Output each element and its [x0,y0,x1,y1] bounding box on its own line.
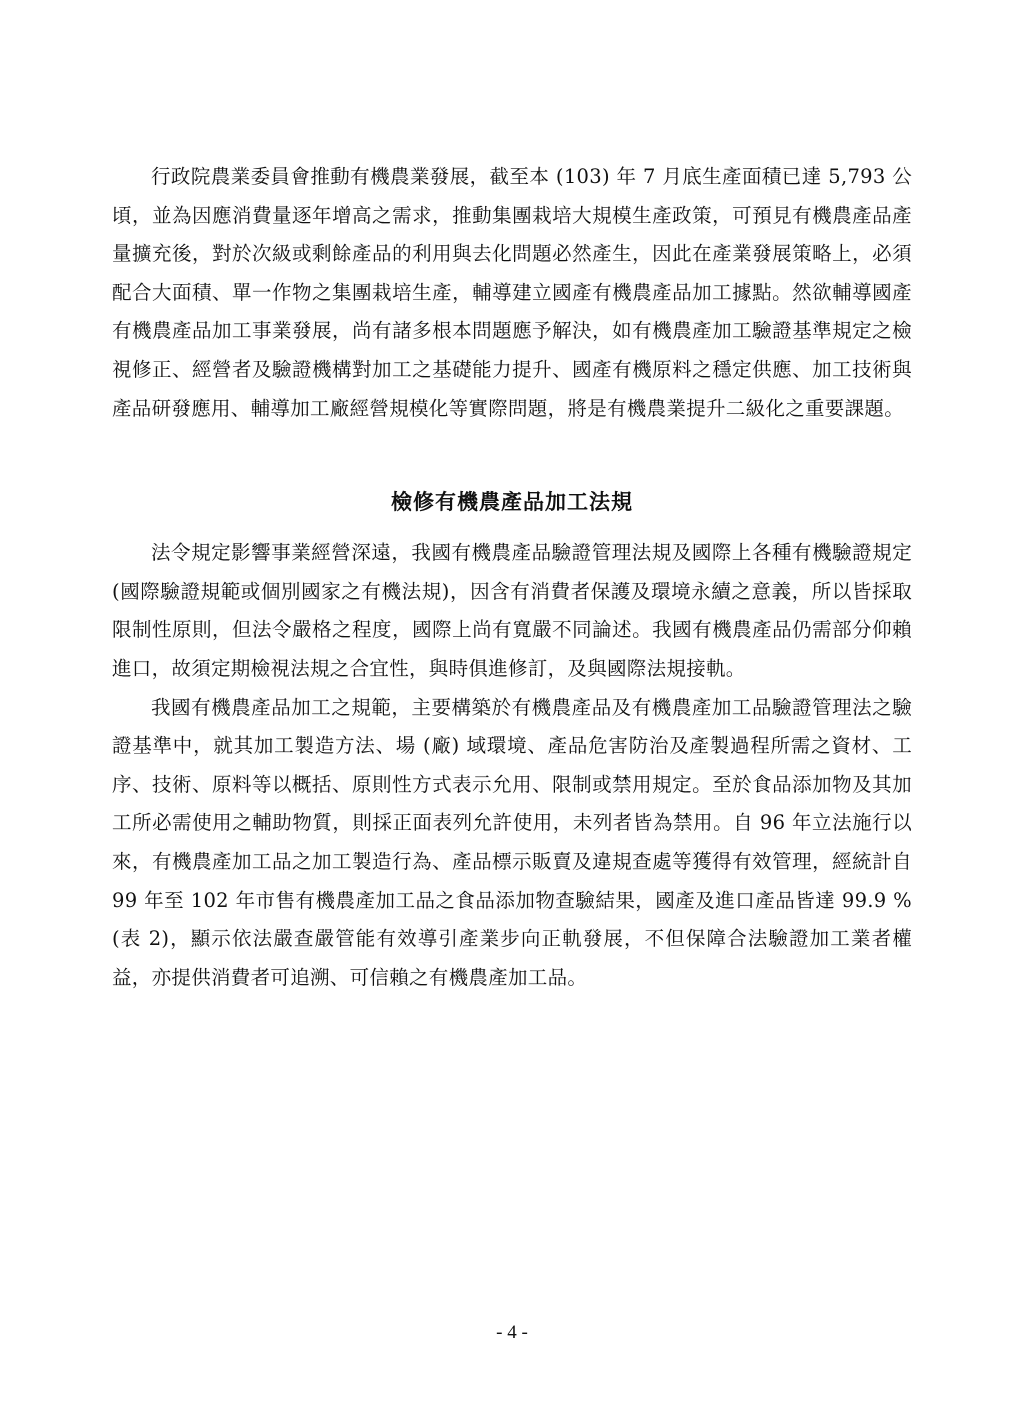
page-content [112,158,912,997]
section-title: 檢修有機農產品加工法規 [391,490,633,515]
section-paragraph-1: 法令規定影響事業經營深遠，我國有機農產品驗證管理法規及國際上各種有機驗證規定 (國際驗證規範或個別國家之有機法規)，因含有消費者保護及環境永續之意義，所以皆採取限制性原則，但法令嚴格之程度，國際上尚有寬嚴不同論述。我國有機農產品仍需部分仰賴進口，故須定期檢視法規之合宜性，與時俱進修訂，及與國際法規接軌。 [112,541,912,680]
page-number: - 4 - [496,1322,528,1343]
intro-paragraph: 行政院農業委員會推動有機農業發展，截至本 (103) 年 7 月底生產面積已達 5,793 公頃，並為因應消費量逐年增高之需求，推動集團栽培大規模生產政策，可預見有機農產品產量擴充後，對於次級或剩餘產品的利用與去化問題必然產生，因此在產業發展策略上，必須配合大面積、單一作物之集團栽培生產，輔導建立國產有機農產品加工據點。然欲輔導國產有機農產品加工事業發展，尚有諸多根本問題應予解決，如有機農產加工驗證基準規定之檢視修正、經營者及驗證機構對加工之基礎能力提升、國產有機原料之穩定供應、加工技術與產品研發應用、輔導加工廠經營規模化等實際問題，將是有機農業提升二級化之重要課題。 [112,165,912,420]
section-paragraph-2: 我國有機農產品加工之規範，主要構築於有機農產品及有機農產加工品驗證管理法之驗證基準中，就其加工製造方法、場 (廠) 域環境、產品危害防治及產製過程所需之資材、工序、技術、原料等以概括、原則性方式表示允用、限制或禁用規定。至於食品添加物及其加工所必需使用之輔助物質，則採正面表列允許使用，未列者皆為禁用。自 96 年立法施行以來，有機農產加工品之加工製造行為、產品標示販賣及違規查處等獲得有效管理，經統計自 99 年至 102 年市售有機農產加工品之食品添加物查驗結果，國產及進口產品皆達 99.9 % (表 2)，顯示依法嚴查嚴管能有效導引產業步向正軌發展，不但保障合法驗證加工業者權益，亦提供消費者可追溯、可信賴之有機農產加工品。 [112,695,912,989]
